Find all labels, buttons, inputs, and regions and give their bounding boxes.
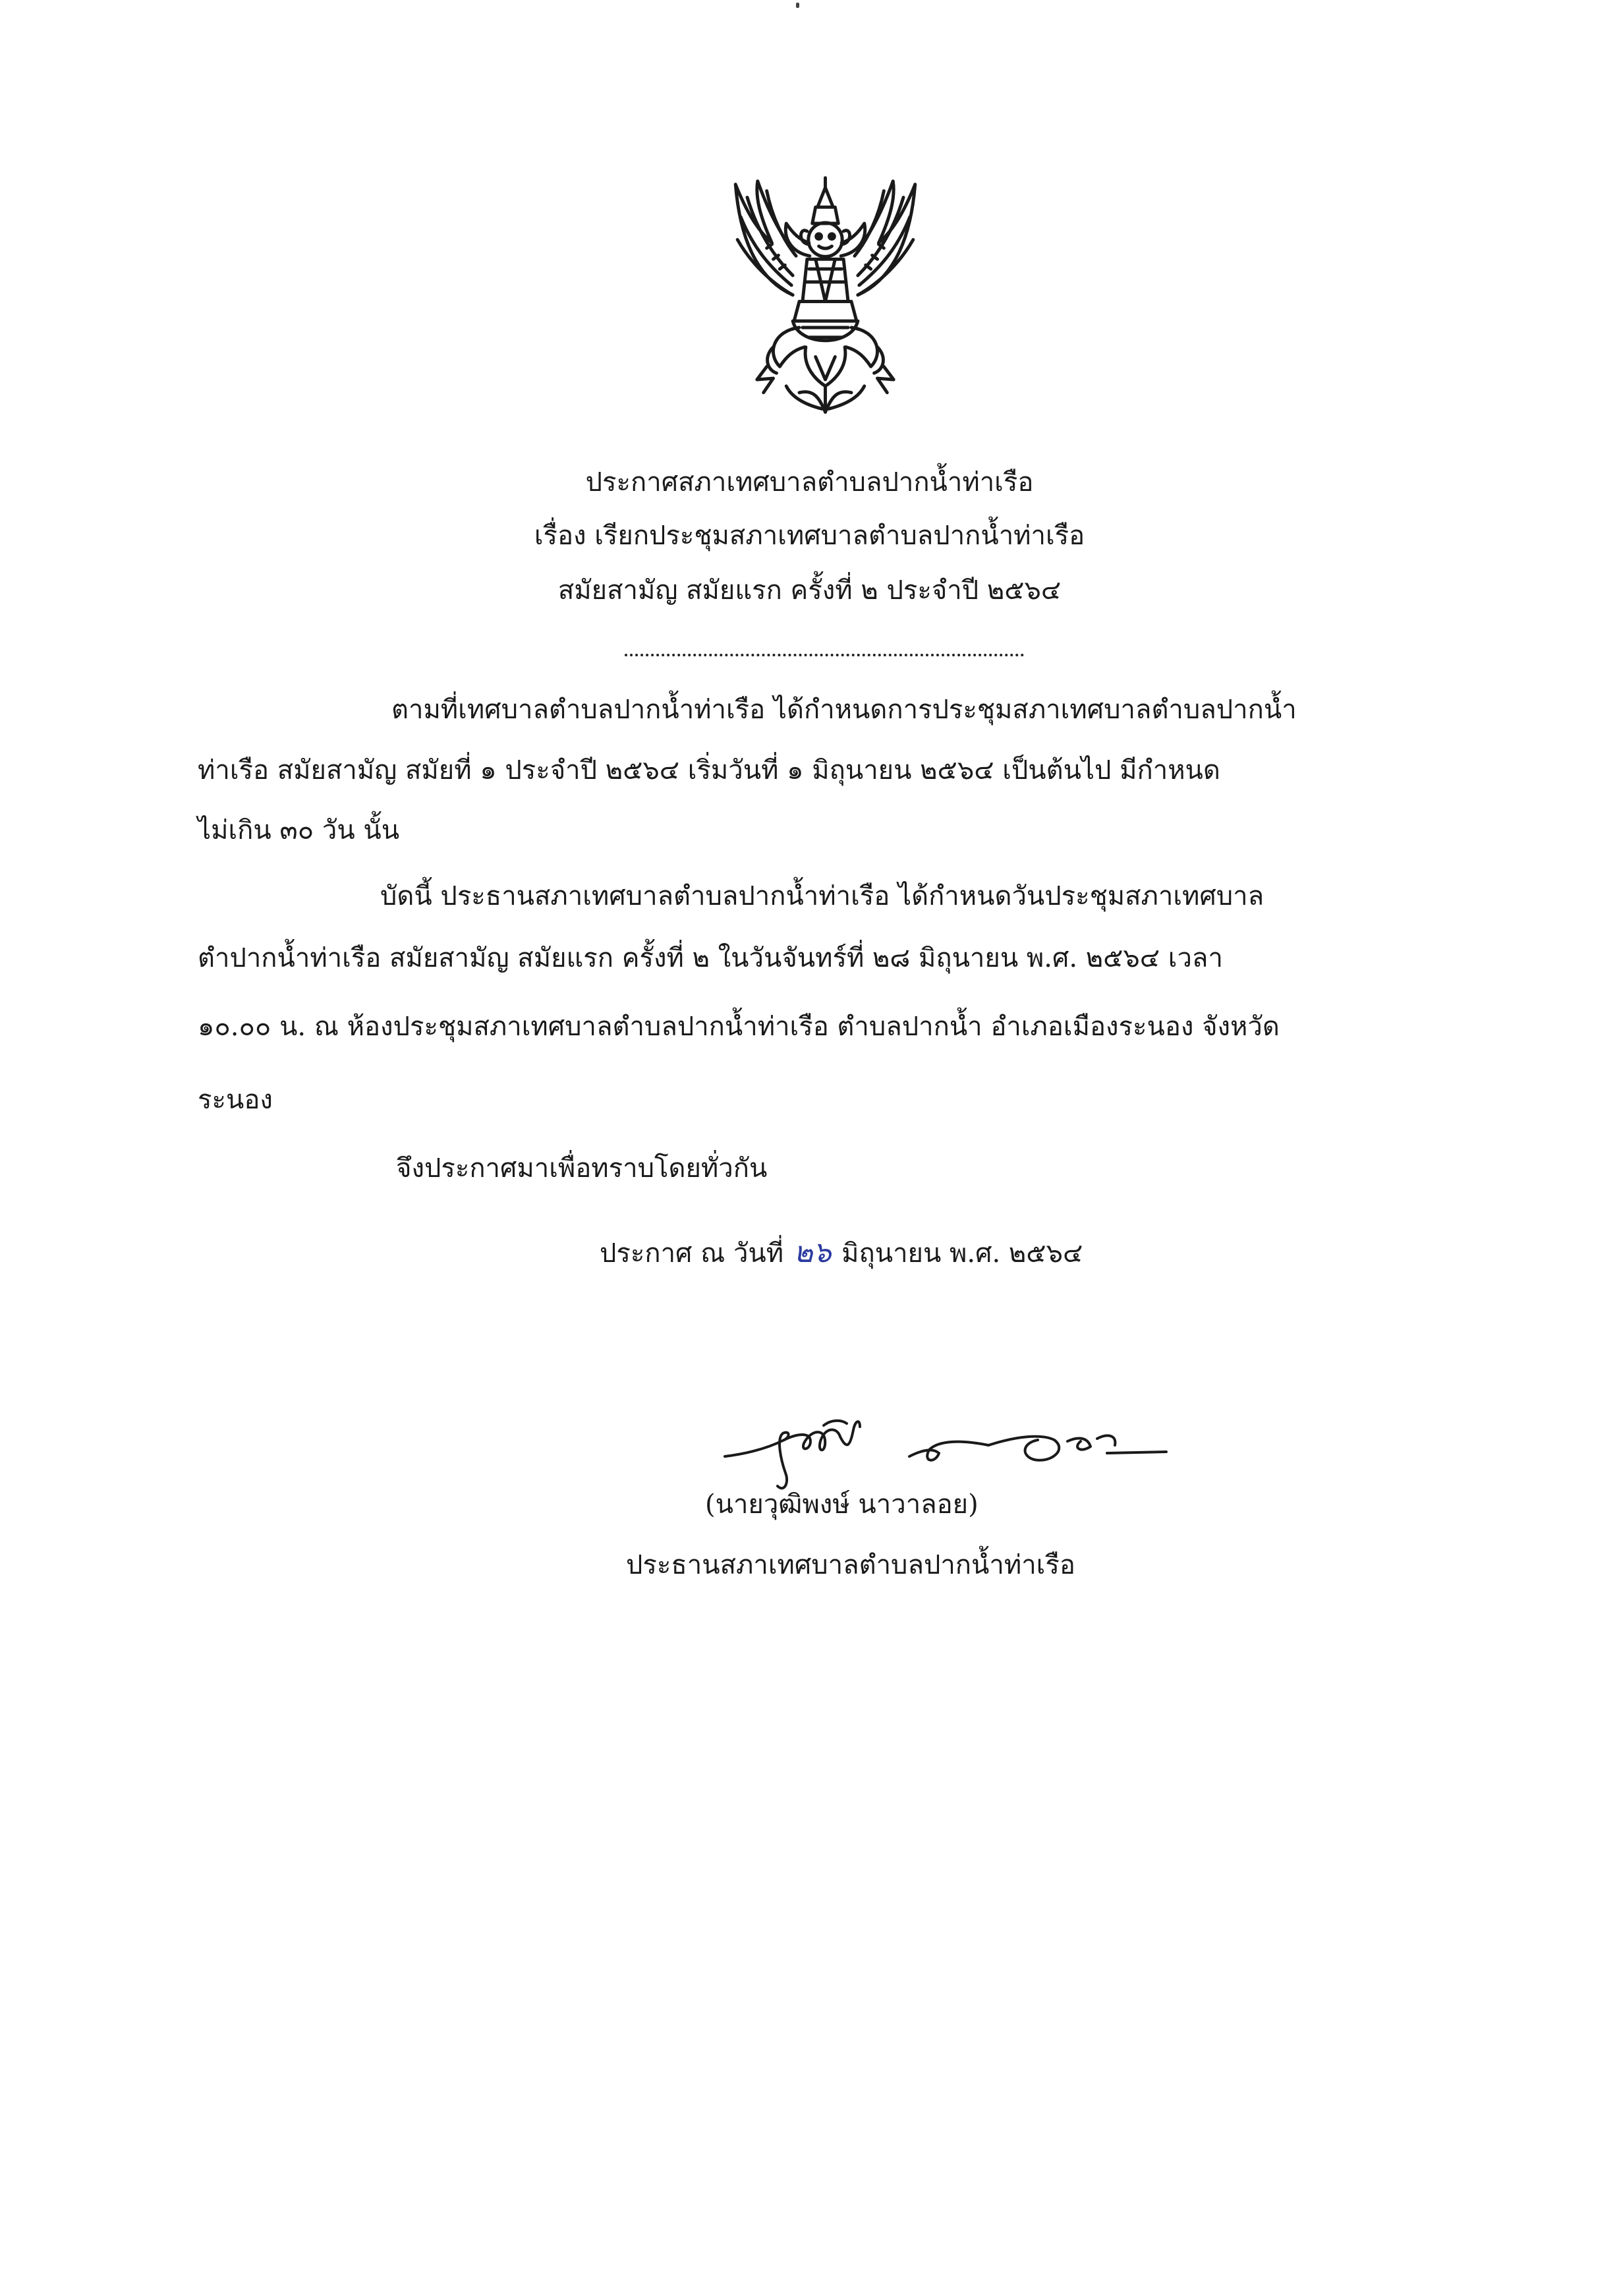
paragraph-1-line-2: ท่าเรือ สมัยสามัญ สมัยที่ ๑ ประจำปี ๒๕๖๔ เริ่มวันที่ ๑ มิถุนายน ๒๕๖๔ เป็นต้นไป มีกำหนด (198, 755, 1220, 786)
paragraph-3: จึงประกาศมาเพื่อทราบโดยทั่วกัน (396, 1153, 768, 1184)
announcement-session: สมัยสามัญ สมัยแรก ครั้งที่ ๒ ประจำปี ๒๕๖๔ (557, 575, 1062, 606)
garuda-emblem-icon (695, 171, 955, 432)
paragraph-2-line-1: บัดนี้ ประธานสภาเทศบาลตำบลปากน้ำท่าเรือ ได้กำหนดวันประชุมสภาเทศบาล (380, 881, 1264, 911)
announcement-day-handwritten: ๒๖ (793, 1236, 832, 1269)
announcement-date (600, 1238, 1083, 1267)
announcement-date-prefix: ประกาศ ณ วันที่ (600, 1238, 784, 1269)
handwritten-signature (712, 1400, 1186, 1499)
scan-speck (796, 3, 799, 8)
paragraph-2-line-4: ระนอง (198, 1085, 273, 1115)
announcement-title: ประกาศสภาเทศบาลตำบลปากน้ำท่าเรือ (585, 467, 1034, 498)
announcement-subject: เรื่อง เรียกประชุมสภาเทศบาลตำบลปากน้ำท่าเรือ (534, 521, 1085, 551)
paragraph-2-line-3: ๑๐.๐๐ น. ณ ห้องประชุมสภาเทศบาลตำบลปากน้ำท่าเรือ ตำบลปากน้ำ อำเภอเมืองระนอง จังหวัด (198, 1012, 1280, 1042)
paragraph-1-line-3: ไม่เกิน ๓๐ วัน นั้น (198, 815, 400, 846)
signer-position: ประธานสภาเทศบาลตำบลปากน้ำท่าเรือ (626, 1550, 1075, 1580)
announcement-date-suffix: มิถุนายน พ.ศ. ๒๕๖๔ (841, 1238, 1083, 1269)
dotted-divider (625, 654, 1024, 656)
paragraph-1-line-1: ตามที่เทศบาลตำบลปากน้ำท่าเรือ ได้กำหนดการประชุมสภาเทศบาลตำบลปากน้ำ (391, 695, 1297, 725)
paragraph-2-line-2: ตำปากน้ำท่าเรือ สมัยสามัญ สมัยแรก ครั้งที่ ๒ ในวันจันทร์ที่ ๒๘ มิถุนายน พ.ศ. ๒๕๖๔ เวลา (198, 943, 1223, 973)
signer-name: (นายวุฒิพงษ์ นาวาลอย) (705, 1489, 979, 1520)
